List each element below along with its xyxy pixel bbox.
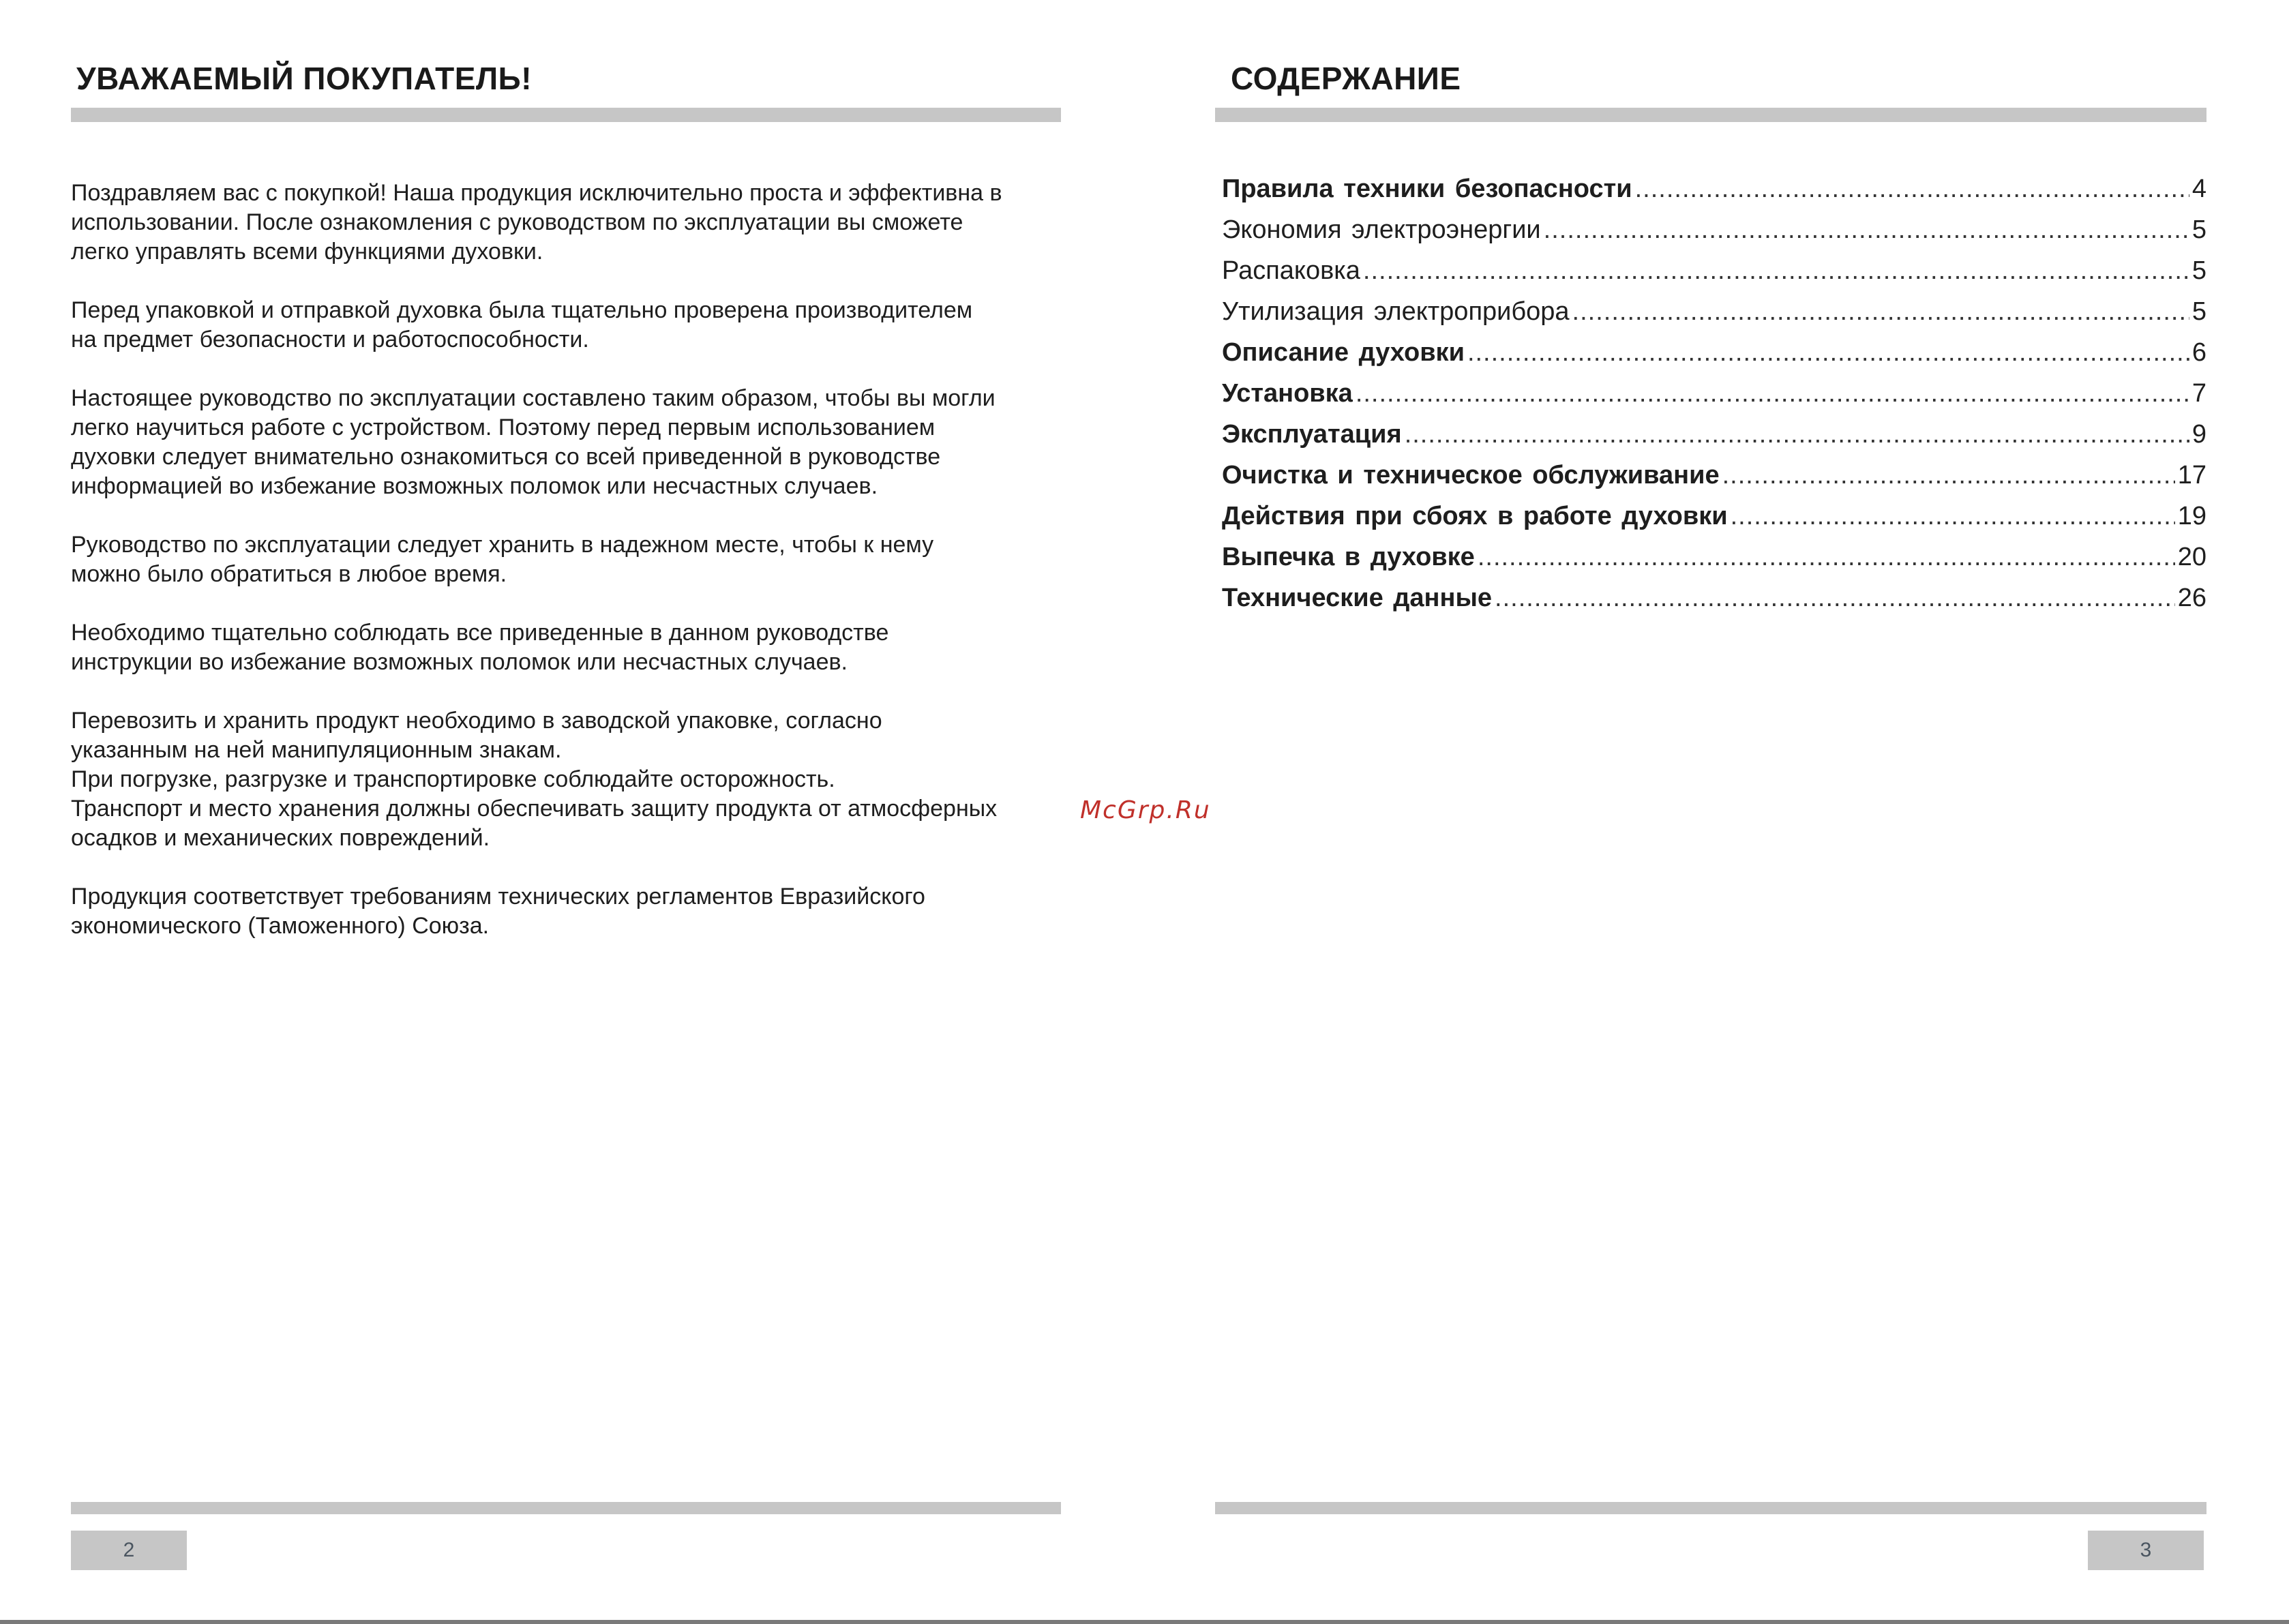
page-heading-contents: СОДЕРЖАНИЕ bbox=[1231, 61, 1461, 96]
toc-entry-title: Утилизация электроприбора bbox=[1222, 297, 1570, 326]
heading-rule bbox=[1215, 108, 2206, 122]
toc-leader-dots bbox=[1405, 420, 2189, 449]
toc-entry-title: Правила техники безопасности bbox=[1222, 175, 1632, 203]
toc-entry[interactable] bbox=[1222, 420, 2206, 461]
toc-entry[interactable] bbox=[1222, 543, 2206, 584]
intro-paragraph: Руководство по эксплуатации следует хранить в надежном месте, чтобы к нему можно было обратиться в любое время. bbox=[71, 532, 934, 587]
footer-rule bbox=[1215, 1502, 2206, 1514]
toc-entry-title: Действия при сбоях в работе духовки bbox=[1222, 502, 1728, 530]
toc-entry[interactable] bbox=[1222, 256, 2206, 297]
intro-text bbox=[71, 179, 1073, 970]
intro-paragraph: Перед упаковкой и отправкой духовка была тщательно проверена производителем на предмет безопасности и работоспособности. bbox=[71, 297, 973, 352]
toc-entry-title: Экономия электроэнергии bbox=[1222, 215, 1541, 244]
toc-entry-title: Выпечка в духовке bbox=[1222, 543, 1475, 571]
toc-entry[interactable] bbox=[1222, 461, 2206, 502]
toc-entry[interactable] bbox=[1222, 584, 2206, 625]
footer-rule bbox=[71, 1502, 1061, 1514]
toc-leader-dots bbox=[1467, 338, 2189, 367]
watermark: McGrp.Ru bbox=[1080, 796, 1211, 824]
heading-rule bbox=[71, 108, 1061, 122]
page-number: 2 bbox=[71, 1531, 187, 1570]
toc-entry-title: Описание духовки bbox=[1222, 338, 1465, 367]
toc-entry-title: Установка bbox=[1222, 379, 1353, 408]
toc-entry-page: 4 bbox=[2191, 175, 2206, 203]
toc-entry-page: 9 bbox=[2191, 420, 2206, 449]
intro-paragraph: Перевозить и хранить продукт необходимо в заводской упаковке, согласно указанным на ней манипуляционным знакам. При погрузке, разгрузке и транспортировке соблюдайте осторожность. Транспорт и место хранения должны обеспечивать защиту продукта от атмосферных осадков и механических повреждений. bbox=[71, 708, 998, 851]
toc-entry-title: Эксплуатация bbox=[1222, 420, 1402, 449]
toc-entry[interactable] bbox=[1222, 502, 2206, 543]
toc-leader-dots bbox=[1572, 297, 2189, 327]
toc-entry-page: 5 bbox=[2191, 256, 2206, 285]
toc-leader-dots bbox=[1635, 175, 2189, 204]
toc-entry[interactable] bbox=[1222, 175, 2206, 215]
toc-leader-dots bbox=[1478, 543, 2175, 572]
intro-paragraph: Продукция соответствует требованиям технических регламентов Евразийского экономического (Таможенного) Союза. bbox=[71, 884, 925, 939]
toc-leader-dots bbox=[1731, 502, 2175, 531]
toc-entry-page: 20 bbox=[2177, 543, 2206, 571]
toc-entry-page: 5 bbox=[2191, 297, 2206, 326]
toc-entry[interactable] bbox=[1222, 297, 2206, 338]
toc-entry-page: 6 bbox=[2191, 338, 2206, 367]
toc-leader-dots bbox=[1356, 379, 2189, 408]
right-page bbox=[1132, 0, 2289, 1624]
intro-paragraph: Необходимо тщательно соблюдать все приведенные в данном руководстве инструкции во избежание возможных поломок или несчастных случаев. bbox=[71, 620, 889, 675]
page-number: 3 bbox=[2088, 1531, 2204, 1570]
page-heading-dear-customer: УВАЖАЕМЫЙ ПОКУПАТЕЛЬ! bbox=[76, 61, 533, 96]
scan-bottom-edge bbox=[0, 1620, 2289, 1624]
toc-entry-title: Очистка и техническое обслуживание bbox=[1222, 461, 1720, 490]
toc-entry-page: 17 bbox=[2177, 461, 2206, 490]
toc-leader-dots bbox=[1495, 584, 2175, 613]
toc-entry[interactable] bbox=[1222, 338, 2206, 379]
toc-leader-dots bbox=[1363, 256, 2189, 286]
toc-leader-dots bbox=[1722, 461, 2175, 490]
toc-entry-title: Распаковка bbox=[1222, 256, 1360, 285]
toc-entry[interactable] bbox=[1222, 215, 2206, 256]
table-of-contents bbox=[1222, 175, 2206, 625]
left-page bbox=[0, 0, 1132, 1624]
toc-entry-page: 7 bbox=[2191, 379, 2206, 408]
toc-entry[interactable] bbox=[1222, 379, 2206, 420]
toc-entry-page: 19 bbox=[2177, 502, 2206, 530]
intro-paragraph: Настоящее руководство по эксплуатации составлено таким образом, чтобы вы могли легко научиться работе с устройством. Поэтому перед первым использованием духовки следует внимательно ознакомиться со всей приведенной в руководстве информацией во избежание возможных поломок или несчастных случаев. bbox=[71, 385, 996, 499]
toc-entry-title: Технические данные bbox=[1222, 584, 1493, 612]
intro-paragraph: Поздравляем вас с покупкой! Наша продукция исключительно проста и эффективна в использовании. После ознакомления с руководством по эксплуатации вы сможете легко управлять всеми функциями духовки. bbox=[71, 180, 1002, 265]
toc-entry-page: 26 bbox=[2177, 584, 2206, 612]
toc-entry-page: 5 bbox=[2191, 215, 2206, 244]
toc-leader-dots bbox=[1544, 215, 2189, 245]
